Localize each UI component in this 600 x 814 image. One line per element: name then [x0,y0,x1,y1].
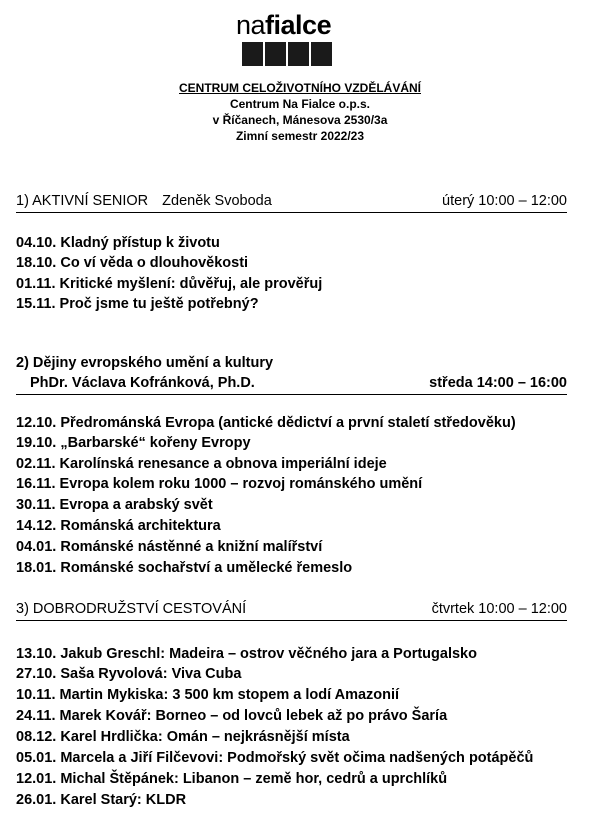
lecture-item: 18.10. Co ví věda o dlouhověkosti [16,255,249,271]
lecture-item: 18.01. Románské sochařství a umělecké řemeslo [16,560,353,576]
lecture-item: 30.11. Evropa a arabský svět [16,497,213,513]
lecture-item: 26.01. Karel Starý: KLDR [16,792,187,808]
lecture-item: 04.10. Kladný přístup k životu [16,235,220,251]
course-2-header [16,373,567,395]
logo-wordmark [236,10,331,40]
lecture-item: 02.11. Karolínská renesance a obnova imperiální ideje [16,456,387,472]
lecture-item: 10.11. Martin Mykiska: 3 500 km stopem a lodí Amazonií [16,687,400,703]
course-3-name: 3) DOBRODRUŽSTVÍ CESTOVÁNÍ [16,601,247,617]
nafialce-logo [236,10,336,66]
org-header [0,80,600,144]
logo-bars-icon [242,42,332,66]
lecture-item: 19.10. „Barbarské“ kořeny Evropy [16,435,251,451]
logo-text-fialce: fialce [265,10,332,40]
lecture-item: 24.11. Marek Kovář: Borneo – od lovců lebek až po právo Šaría [16,708,448,724]
course-1-name: 1) AKTIVNÍ SENIOR [16,193,149,209]
course-1-time: úterý 10:00 – 12:00 [442,193,567,209]
semester: Zimní semestr 2022/23 [235,129,365,143]
lecture-item: 15.11. Proč jsme tu ještě potřebný? [16,296,259,312]
org-address: v Říčanech, Mánesova 2530/3a [212,113,388,127]
course-1-header [16,191,567,213]
lecture-item: 27.10. Saša Ryvolová: Viva Cuba [16,666,242,682]
course-3-header [16,599,567,621]
course-2-lecturer: PhDr. Václava Kofránková, Ph.D. [30,375,255,391]
course-2-time: středa 14:00 – 16:00 [429,375,567,391]
org-name: Centrum Na Fialce o.p.s. [229,97,371,111]
course-3-time: čtvrtek 10:00 – 12:00 [431,601,567,617]
lecture-item: 12.10. Předrománská Evropa (antické dědictví a první staletí středověku) [16,415,516,431]
course-1-lecturer: Zdeněk Svoboda [162,193,272,209]
course-2-name: 2) Dějiny evropského umění a kultury [16,355,274,371]
lecture-item: 14.12. Románská architektura [16,518,221,534]
lecture-item: 13.10. Jakub Greschl: Madeira – ostrov věčného jara a Portugalsko [16,646,477,662]
lecture-item: 05.01. Marcela a Jiří Filčevovi: Podmořský svět očima nadšených potápěčů [16,750,534,766]
lecture-item: 12.01. Michal Štěpánek: Libanon – země hor, cedrů a uprchlíků [16,771,448,787]
lecture-item: 04.01. Románské nástěnné a knižní malířství [16,539,323,555]
lecture-item: 01.11. Kritické myšlení: důvěřuj, ale prověřuj [16,276,323,292]
lecture-item: 08.12. Karel Hrdlička: Omán – nejkrásnější místa [16,729,350,745]
logo-text-na: na [236,10,266,40]
org-title: CENTRUM CELOŽIVOTNÍHO VZDĚLÁVÁNÍ [179,81,421,95]
lecture-item: 16.11. Evropa kolem roku 1000 – rozvoj románského umění [16,476,423,492]
